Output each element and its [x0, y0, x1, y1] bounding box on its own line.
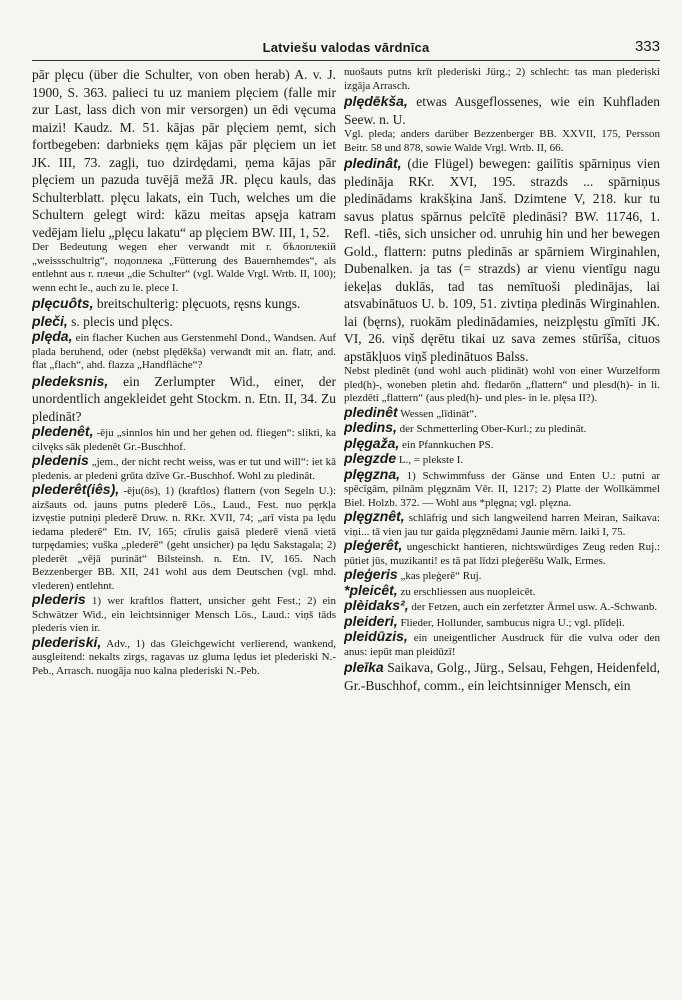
- entry-headword: pledinêt: [344, 403, 398, 420]
- dictionary-entry: [344, 539, 660, 568]
- entry-text: Adv., 1) das Gleichgewicht verlierend, wankend, ausgleitend: nekalts zirgs, ragavas uz gluma lędus iet plederiski N.-Peb., Arrasch. nuogāja nuo kalna plederiski N.-Peb.: [32, 637, 336, 677]
- entry-headword: pledenêt,: [32, 423, 94, 439]
- entry-headword: plęcuôts,: [32, 295, 94, 311]
- dictionary-entry: [344, 93, 660, 128]
- dictionary-entry: [32, 425, 336, 454]
- dictionary-entry: [32, 373, 336, 426]
- entry-headword: pledenis: [32, 452, 89, 468]
- dictionary-entry: [344, 128, 660, 155]
- entry-text: -ēju(ôs), 1) (kraftlos) flattern (von Segeln U.): aizšauts od. jauns putns plederē Lös., Laud., Fest. nuo pęrkļa izvęstie putniņi plederē Druw. n. RKr. XVII, 74; „arī vista pa lędu iedama plederē“ Etn. IV, 165; cīrulis gaisā plederē vienā vietā turpędamies; vuška „plederē“ (geht unsicher) pa lędu Sakstagala; 2) plederēt „vējā purināt“ Bilsteinsh. n. Etn. IV, 165. Nach Bezzenberger BB. XII, 241 wohl aus dem Deutschen (vgl. mhd. vlederen) entlehnt.: [32, 485, 336, 592]
- dictionary-entry: [344, 66, 660, 93]
- entry-text: (die Flügel) bewegen: gailītis spārniņus vien pledināja RKr. XVI, 195. strazds ... spārniņus pledinādams krakšķina Janš. Dzimtene V, 218. kur tu savus platus spārnus pelcītē pledināsi? BW. 11746, 1. Refl. -tiês, sich unsicher od. unruhig hin und her bewegen Gold., flattern: putns pledinās ar spārniem Wirginahlen, Dubenalken. ja tas (= strazds) ar vienu vientīgu nagu iekeļas duklās, tad tas nemītuoši pledinājas, lai atsvabinātuos U. b. 109, 51. zivtiņa pledinās Wirginahlen. lai (bęrns), ruokām pledinādamies, neizplęstu gīmīti JK. VI, 26. viņš dęrētu tikai uz sava zemes stūrīša, cituos apstākļuos viņš pledinātuos Balss.: [344, 156, 660, 364]
- entry-text: der Schmetterling Ober-Kurl.; zu pledināt.: [396, 423, 587, 435]
- page-header: [32, 38, 660, 61]
- entry-text: der Fetzen, auch ein zerfetzter Ärmel usw. A.-Schwanb.: [408, 601, 658, 613]
- right-column: [344, 66, 660, 991]
- entry-headword: plęgzna,: [344, 465, 401, 482]
- entry-text: Flieder, Hollunder, sambucus nigra U.; vgl. plīdeļi.: [397, 616, 625, 629]
- entry-headword: pleidūzis,: [344, 628, 408, 644]
- entry-text: Der Bedeutung wegen eher verwandt mit r. бѣлоплекій „weissschultrig“, подоплека „Fütterung des Bauernhemdes“, als entlehnt aus r. плечи „die Schulter“ (vgl. Walde Vrgl. Wrtb. II, 100); wenn echt le., auch zu le. plece I.: [32, 241, 336, 294]
- dictionary-entry: [32, 483, 336, 593]
- entry-headword: plederêt(iês),: [32, 481, 120, 497]
- dictionary-entry: [32, 330, 336, 373]
- entry-text: Wessen „līdināt“.: [397, 407, 477, 420]
- entry-text: ungeschickt hantieren, nichtswürdiges Zeug reden Ruj.: pūtiet jūs, muzikanti! es tā pat līdzi pleģerēšu Walk, Ermes.: [344, 541, 660, 567]
- entry-text: s. plecis und plęcs.: [67, 313, 173, 329]
- running-title: Latviešu valodas vārdnīca: [262, 40, 430, 55]
- entry-headword: pleģeris: [344, 566, 398, 582]
- dictionary-entry: [344, 155, 660, 365]
- entry-text: Nebst pledinêt (und wohl auch plidināt) wohl von einer Wurzelform pled(h)-, woneben pletin ahd. fledarōn „flattern“ und plesd(h)- in li. plezdēti „flattern“ (aus pled(h)- und ples- in le. plęsa II?).: [344, 365, 660, 404]
- entry-headword: pledinât,: [344, 155, 402, 171]
- entry-text: -ēju „sinnlos hin und her gehen od. fliegen“: slikti, ka cilvęks sāk pledenēt Gr.-Buschhof.: [32, 427, 336, 453]
- entry-text: ein Pfannkuchen PS.: [399, 438, 494, 451]
- entry-headword: plędēkša,: [344, 93, 408, 109]
- entry-text: 1) Schwimmfuss der Gänse und Enten U.: putni ar spēcīgām, pilnām plęgznām Vēr. II, 1217; 2) Platte der Wollkämmel Biel. Holzb. 372. — Wohl aus *plęgna; vgl. plęzna.: [344, 469, 660, 509]
- entry-text: ein flacher Kuchen aus Gerstenmehl Dond., Wandsen. Auf plada beruhend, oder (nebst plędēkša) verwandt mit an. flatr, and. flat „flach“, ahd. flazza „Handfläche“?: [32, 332, 336, 371]
- entry-headword: plęgznêt,: [344, 508, 405, 524]
- dictionary-entry: [344, 365, 660, 406]
- entry-text: „kas pleģerē“ Ruj.: [397, 570, 482, 582]
- entry-text: etwas Ausgeflossenes, wie ein Kuhfladen Seew. n. U.: [344, 94, 660, 127]
- entry-text: schläfrig und sich langweilend harren Meiran, Saikava: viņi... tā vien jau tur gaida plęgznēdami Jaunie mērn. laiki I, 75.: [344, 512, 660, 538]
- entry-text: Saikava, Golg., Jürg., Selsau, Fehgen, Heidenfeld, Gr.-Buschhof, comm., ein leichtsinniger Mensch, ein: [344, 660, 660, 693]
- entry-text: L., = plekste I.: [396, 454, 464, 466]
- dictionary-entry: [32, 66, 336, 241]
- dictionary-entry: [344, 630, 660, 659]
- entry-headword: plèidaks²,: [344, 597, 409, 613]
- dictionary-entry: [32, 295, 336, 313]
- dictionary-entry: [344, 510, 660, 539]
- entry-headword: pledeksnis,: [32, 372, 109, 389]
- entry-headword: pleģerêt,: [344, 537, 403, 553]
- dictionary-entry: [32, 241, 336, 295]
- entry-headword: pleči,: [32, 312, 68, 329]
- dictionary-entry: [32, 454, 336, 483]
- dictionary-entry: [344, 659, 660, 694]
- entry-headword: plęgaža,: [344, 434, 400, 451]
- entry-headword: plederiski,: [32, 633, 102, 650]
- dictionary-entry: [32, 313, 336, 331]
- dictionary-entry: [32, 593, 336, 636]
- entry-headword: pleideri,: [344, 612, 398, 629]
- entry-headword: pleīka: [344, 659, 384, 675]
- entry-headword: *pleicêt,: [344, 581, 398, 598]
- entry-text: ein uneigentlicher Ausdruck für die vulva oder den anus: iepūt man pleidūzī!: [344, 632, 660, 658]
- dictionary-entry: [32, 633, 336, 679]
- entry-text: pār plęcu (über die Schulter, von oben herab) A. v. J. 1900, S. 363. palieci tu uz maniem plęciem (falle mir zur Last, lass dich von mir versorgen) un ēdi vęcuma maizi! Kaudz. M. 51. kājas pār plęciem ņemt, sich fortbegeben: darbnieks ņęm kājas pār plęciem un iet JK. III, 73. zagļi, tuo dzirdędami, ņema kājas pār plęciem un pazuda tuvējā mežā JR. plęcu kauls, das Schulterblatt. plęcu lakats, ein Tuch, welches um die Schultern gelegt wird: kāzu meitas apsęja katram vedējam lielu „plęcu lakatu“ ap plęciem BW. III, 1, 52.: [32, 67, 336, 240]
- left-column: [32, 66, 336, 991]
- dictionary-entry: [344, 465, 660, 511]
- entry-text: zu erschliessen aus nuopleicēt.: [397, 585, 536, 598]
- entry-text: nuošauts putns krīt plederiski Jürg.; 2) schlecht: tas man plederiski izgāja Arrasch.: [344, 66, 660, 92]
- entry-text: „jem., der nicht recht weiss, was er tut und will“: iet kā pledenis. ar pledeni grūta dzīve Gr.-Buschhof. Wohl zu pledināt.: [32, 456, 336, 482]
- entry-text: ein Zerlumpter Wid., einer, der unordentlich angekleidet geht Stockm. n. Etn. II, 34. Zu pledināt?: [32, 373, 336, 424]
- entry-headword: plederis: [32, 591, 86, 607]
- entry-text: Vgl. pleda; anders darüber Bezzenberger BB. XXVII, 175, Persson Beitr. 58 und 878, sowie Walde Vrgl. Wrtb. II, 66.: [344, 128, 660, 154]
- entry-headword: plegzde: [344, 450, 397, 466]
- entry-headword: plęda,: [32, 328, 73, 344]
- entry-text: 1) wer kraftlos flattert, unsicher geht Fest.; 2) ein Schwätzer Wid., ein leichtsinniger Mensch Lös., Laud.: viņš tāds plederis vien ir.: [32, 595, 336, 634]
- entry-headword: pledins,: [344, 419, 397, 435]
- page-number: 333: [634, 38, 660, 55]
- entry-text: breitschulterig: plęcuots, ręsns kungs.: [93, 296, 301, 311]
